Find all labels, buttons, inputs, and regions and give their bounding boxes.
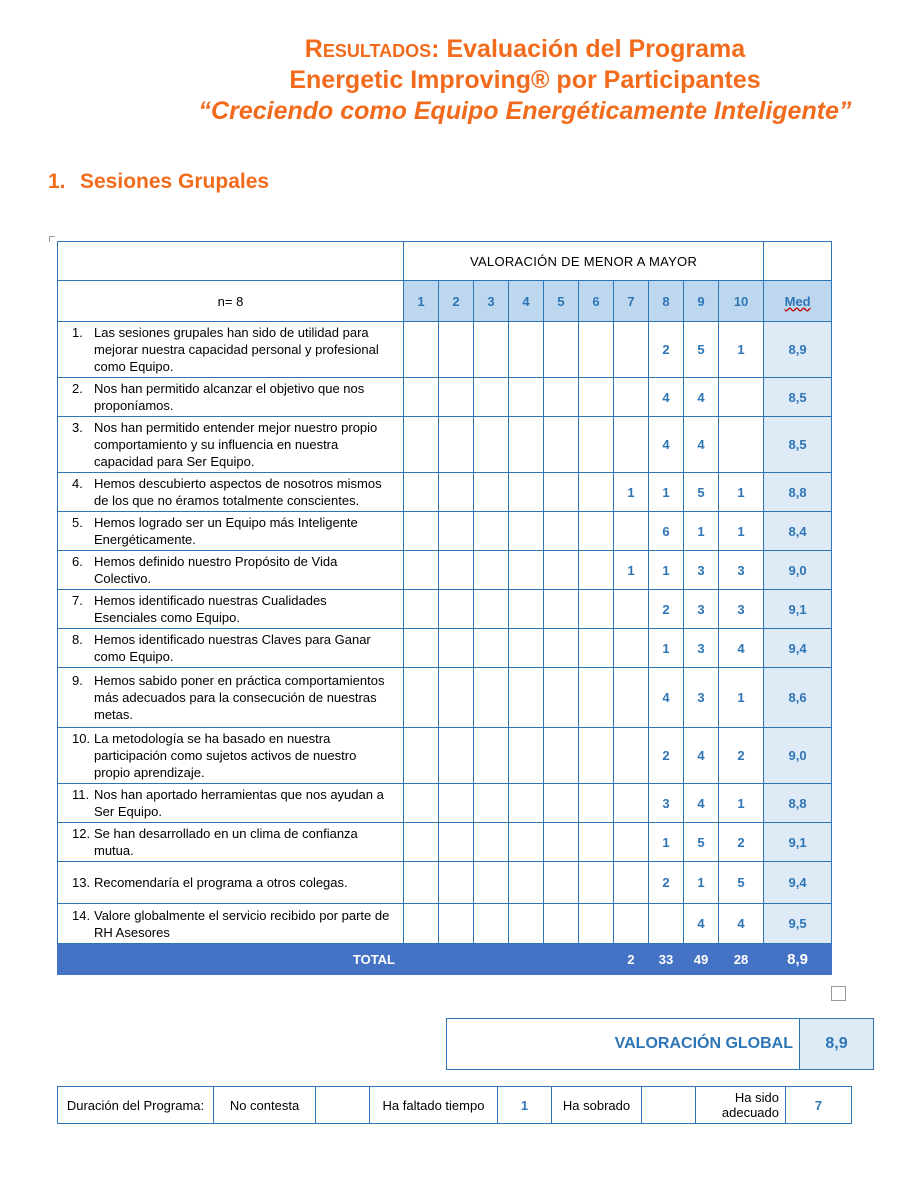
global-score-value: 8,9 (800, 1019, 874, 1070)
score-count-cell: 1 (719, 473, 764, 512)
score-count-cell: 1 (614, 551, 649, 590)
duration-label: Duración del Programa: (58, 1087, 214, 1124)
score-count-cell (544, 417, 579, 473)
score-count-cell (439, 473, 474, 512)
score-count-cell (544, 904, 579, 944)
question-number: 14. (72, 907, 91, 923)
score-count-cell: 4 (649, 417, 684, 473)
score-count-cell (474, 322, 509, 378)
question-text: Hemos identificado nuestras Claves para Ganar como Equipo. (94, 632, 371, 664)
score-count-cell: 4 (649, 378, 684, 417)
adecuado-value: 7 (786, 1087, 852, 1124)
score-count-cell (544, 590, 579, 629)
question-cell (58, 590, 404, 629)
table-row (58, 862, 832, 904)
score-count-cell: 2 (649, 322, 684, 378)
score-count-cell (544, 784, 579, 823)
score-count-cell (614, 629, 649, 668)
results-table (57, 241, 832, 975)
score-count-cell (509, 904, 544, 944)
score-count-cell (404, 728, 439, 784)
score-count-cell: 1 (649, 551, 684, 590)
score-count-cell (439, 823, 474, 862)
total-median-cell: 8,9 (764, 944, 832, 975)
question-number: 12. (72, 826, 91, 841)
median-cell: 9,4 (764, 862, 832, 904)
median-cell: 9,5 (764, 904, 832, 944)
table-row (58, 629, 832, 668)
question-number: 5. (72, 515, 83, 530)
score-count-cell: 1 (649, 629, 684, 668)
score-count-cell (474, 862, 509, 904)
median-cell: 8,8 (764, 784, 832, 823)
score-count-cell (439, 904, 474, 944)
scale-header-7: 7 (614, 281, 649, 322)
header-blank-cell (58, 242, 404, 281)
score-count-cell (544, 512, 579, 551)
score-count-cell (649, 904, 684, 944)
score-count-cell (579, 590, 614, 629)
question-cell (58, 322, 404, 378)
question-text: Hemos logrado ser un Equipo más Inteligente Energéticamente. (94, 515, 358, 547)
score-count-cell (614, 728, 649, 784)
median-cell: 9,1 (764, 823, 832, 862)
score-count-cell (509, 862, 544, 904)
score-count-cell (614, 512, 649, 551)
score-count-cell (579, 473, 614, 512)
score-count-cell (544, 378, 579, 417)
median-cell: 8,9 (764, 322, 832, 378)
score-count-cell (404, 784, 439, 823)
table-row (58, 551, 832, 590)
score-count-cell (509, 784, 544, 823)
score-count-cell (509, 473, 544, 512)
score-count-cell: 6 (649, 512, 684, 551)
question-cell (58, 473, 404, 512)
score-count-cell (509, 728, 544, 784)
question-number: 10. (72, 731, 91, 746)
median-cell: 9,4 (764, 629, 832, 668)
scale-header-8: 8 (649, 281, 684, 322)
score-count-cell (439, 668, 474, 728)
score-count-cell (509, 417, 544, 473)
question-text: Nos han aportado herramientas que nos ayudan a Ser Equipo. (94, 787, 384, 819)
score-count-cell (439, 378, 474, 417)
score-count-cell: 1 (649, 473, 684, 512)
score-count-cell: 4 (649, 668, 684, 728)
score-count-cell (404, 322, 439, 378)
section-heading (48, 170, 269, 194)
question-text: Recomendaría el programa a otros colegas. (94, 875, 348, 890)
score-count-cell (474, 668, 509, 728)
score-count-cell (439, 417, 474, 473)
score-count-cell: 2 (649, 728, 684, 784)
total-count-cell (544, 944, 579, 975)
score-count-cell (439, 862, 474, 904)
question-cell (58, 417, 404, 473)
median-cell: 8,5 (764, 378, 832, 417)
table-row (58, 512, 832, 551)
score-count-cell (614, 590, 649, 629)
duration-table (57, 1086, 852, 1124)
median-cell: 8,5 (764, 417, 832, 473)
table-row (58, 823, 832, 862)
score-count-cell (614, 378, 649, 417)
score-count-cell (509, 629, 544, 668)
sample-size-label: n= 8 (58, 281, 404, 322)
question-number: 11. (72, 787, 90, 802)
score-count-cell: 4 (719, 904, 764, 944)
score-count-cell (719, 378, 764, 417)
score-count-cell (509, 668, 544, 728)
table-move-handle[interactable] (49, 236, 55, 242)
question-text: Hemos sabido poner en práctica comportamientos más adecuados para la consecución de nuestras metas. (94, 673, 385, 722)
scale-header-5: 5 (544, 281, 579, 322)
score-count-cell (474, 378, 509, 417)
score-count-cell: 3 (684, 590, 719, 629)
header-blank-cell (764, 242, 832, 281)
total-count-cell: 2 (614, 944, 649, 975)
score-count-cell: 3 (719, 551, 764, 590)
no-contesta-label: No contesta (214, 1087, 316, 1124)
score-count-cell (579, 378, 614, 417)
score-count-cell (404, 378, 439, 417)
score-count-cell (544, 728, 579, 784)
score-count-cell: 1 (719, 668, 764, 728)
score-count-cell (404, 629, 439, 668)
total-count-cell (509, 944, 544, 975)
score-count-cell (544, 668, 579, 728)
question-number: 9. (72, 673, 83, 688)
score-count-cell: 1 (684, 512, 719, 551)
median-cell: 9,0 (764, 551, 832, 590)
table-row (58, 378, 832, 417)
section-number: 1. (48, 170, 66, 193)
score-count-cell: 3 (719, 590, 764, 629)
score-count-cell (404, 823, 439, 862)
score-count-cell: 3 (649, 784, 684, 823)
score-count-cell (719, 417, 764, 473)
score-count-cell: 5 (684, 322, 719, 378)
score-count-cell (544, 629, 579, 668)
title-line-2: Energetic Improving® por Participantes (289, 66, 761, 94)
question-number: 4. (72, 476, 83, 491)
score-count-cell (474, 473, 509, 512)
score-count-cell (474, 512, 509, 551)
score-count-cell (614, 417, 649, 473)
score-count-cell (439, 551, 474, 590)
score-count-cell (404, 590, 439, 629)
table-row (58, 322, 832, 378)
question-number: 13. (72, 875, 91, 890)
score-count-cell: 4 (684, 417, 719, 473)
score-count-cell: 4 (684, 904, 719, 944)
score-count-cell: 4 (719, 629, 764, 668)
section-title: Sesiones Grupales (80, 170, 270, 193)
score-count-cell: 2 (649, 862, 684, 904)
score-count-cell (509, 590, 544, 629)
score-count-cell (614, 322, 649, 378)
score-count-cell (579, 668, 614, 728)
score-count-cell: 1 (614, 473, 649, 512)
question-number: 8. (72, 632, 83, 647)
score-count-cell (474, 784, 509, 823)
question-number: 7. (72, 593, 83, 608)
score-count-cell (474, 904, 509, 944)
score-count-cell (579, 823, 614, 862)
scale-header-10: 10 (719, 281, 764, 322)
score-count-cell (579, 904, 614, 944)
total-count-cell (404, 944, 439, 975)
faltado-label: Ha faltado tiempo (370, 1087, 498, 1124)
question-cell (58, 668, 404, 728)
score-count-cell (404, 512, 439, 551)
question-cell (58, 512, 404, 551)
total-label: TOTAL (58, 944, 404, 975)
score-count-cell (579, 417, 614, 473)
score-count-cell: 3 (684, 629, 719, 668)
score-count-cell (509, 512, 544, 551)
score-count-cell (404, 904, 439, 944)
total-count-cell: 33 (649, 944, 684, 975)
scale-header-4: 4 (509, 281, 544, 322)
score-count-cell (404, 473, 439, 512)
score-count-cell: 3 (684, 668, 719, 728)
question-cell (58, 551, 404, 590)
score-count-cell: 3 (684, 551, 719, 590)
score-count-cell (579, 862, 614, 904)
question-text: Nos han permitido alcanzar el objetivo que nos proponíamos. (94, 381, 365, 413)
score-count-cell (474, 728, 509, 784)
score-count-cell (474, 417, 509, 473)
score-count-cell: 1 (719, 512, 764, 551)
score-count-cell (439, 784, 474, 823)
global-score-table (446, 1018, 874, 1070)
score-count-cell (404, 417, 439, 473)
global-score-label: VALORACIÓN GLOBAL (447, 1019, 800, 1070)
scale-header: VALORACIÓN DE MENOR A MAYOR (404, 242, 764, 281)
score-count-cell (579, 728, 614, 784)
score-count-cell: 1 (719, 322, 764, 378)
score-count-cell (544, 823, 579, 862)
table-row (58, 417, 832, 473)
question-cell (58, 823, 404, 862)
score-count-cell (474, 551, 509, 590)
score-count-cell (579, 322, 614, 378)
score-count-cell (614, 784, 649, 823)
score-count-cell: 5 (719, 862, 764, 904)
report-title (0, 34, 900, 127)
scale-header-2: 2 (439, 281, 474, 322)
score-count-cell (509, 551, 544, 590)
no-contesta-value (316, 1087, 370, 1124)
score-count-cell (614, 823, 649, 862)
score-count-cell: 5 (684, 823, 719, 862)
question-text: Se han desarrollado en un clima de confianza mutua. (94, 826, 358, 858)
score-count-cell (439, 590, 474, 629)
scale-header-1: 1 (404, 281, 439, 322)
table-row (58, 590, 832, 629)
score-count-cell: 4 (684, 378, 719, 417)
title-line-1 (150, 34, 900, 65)
question-number: 6. (72, 554, 83, 569)
question-number: 1. (72, 325, 83, 340)
total-count-cell: 28 (719, 944, 764, 975)
sobrado-value (642, 1087, 696, 1124)
score-count-cell (544, 322, 579, 378)
question-text: Las sesiones grupales han sido de utilidad para mejorar nuestra capacidad personal y profesional como Equipo. (94, 325, 379, 374)
score-count-cell (439, 629, 474, 668)
total-count-cell (474, 944, 509, 975)
med-header: Med (764, 281, 832, 322)
score-count-cell (404, 862, 439, 904)
score-count-cell (474, 823, 509, 862)
adecuado-label: Ha sido adecuado (696, 1087, 786, 1124)
table-resize-handle[interactable] (831, 986, 846, 1001)
question-cell (58, 904, 404, 944)
score-count-cell (474, 629, 509, 668)
title-line-3: “Creciendo como Equipo Energéticamente Inteligente” (198, 97, 852, 125)
score-count-cell (474, 590, 509, 629)
table-header-row (58, 242, 832, 281)
score-count-cell (509, 378, 544, 417)
score-count-cell (544, 551, 579, 590)
median-cell: 8,6 (764, 668, 832, 728)
score-count-cell (544, 473, 579, 512)
scale-header-9: 9 (684, 281, 719, 322)
total-count-cell (579, 944, 614, 975)
score-count-cell (614, 668, 649, 728)
question-number: 2. (72, 381, 83, 396)
total-count-cell (439, 944, 474, 975)
table-row (58, 473, 832, 512)
table-row (58, 784, 832, 823)
sobrado-label: Ha sobrado (552, 1087, 642, 1124)
median-cell: 9,1 (764, 590, 832, 629)
score-count-cell (579, 784, 614, 823)
question-cell (58, 629, 404, 668)
score-count-cell (404, 668, 439, 728)
score-count-cell (614, 904, 649, 944)
score-count-cell: 1 (684, 862, 719, 904)
question-text: Hemos definido nuestro Propósito de Vida Colectivo. (94, 554, 338, 586)
question-cell (58, 378, 404, 417)
score-count-cell (439, 322, 474, 378)
table-row (58, 904, 832, 944)
median-cell: 9,0 (764, 728, 832, 784)
scale-numbers-row (58, 281, 832, 322)
question-cell (58, 784, 404, 823)
question-cell (58, 862, 404, 904)
question-text: La metodología se ha basado en nuestra participación como sujetos activos de nuestro propio aprendizaje. (94, 731, 357, 780)
score-count-cell: 2 (719, 823, 764, 862)
score-count-cell: 2 (649, 590, 684, 629)
score-count-cell (439, 512, 474, 551)
score-count-cell (579, 512, 614, 551)
median-cell: 8,4 (764, 512, 832, 551)
score-count-cell (509, 823, 544, 862)
median-cell: 8,8 (764, 473, 832, 512)
score-count-cell: 5 (684, 473, 719, 512)
total-count-cell: 49 (684, 944, 719, 975)
question-text: Hemos identificado nuestras Cualidades Esenciales como Equipo. (94, 593, 327, 625)
total-row (58, 944, 832, 975)
question-text: Nos han permitido entender mejor nuestro propio comportamiento y su influencia en nuestra capacidad para Ser Equipo. (94, 420, 378, 469)
title-prefix: Resultados: (304, 35, 440, 63)
table-row (58, 668, 832, 728)
scale-header-6: 6 (579, 281, 614, 322)
question-cell (58, 728, 404, 784)
question-number: 3. (72, 420, 83, 435)
score-count-cell (404, 551, 439, 590)
score-count-cell (579, 551, 614, 590)
title-main: Evaluación del Programa (439, 35, 746, 63)
score-count-cell: 4 (684, 728, 719, 784)
score-count-cell (509, 322, 544, 378)
score-count-cell (544, 862, 579, 904)
scale-header-3: 3 (474, 281, 509, 322)
score-count-cell: 2 (719, 728, 764, 784)
score-count-cell: 1 (649, 823, 684, 862)
score-count-cell (614, 862, 649, 904)
question-text: Hemos descubierto aspectos de nosotros mismos de los que no éramos totalmente conscientes. (94, 476, 382, 508)
question-text: Valore globalmente el servicio recibido por parte de RH Asesores (94, 907, 390, 940)
score-count-cell (579, 629, 614, 668)
faltado-value: 1 (498, 1087, 552, 1124)
score-count-cell (439, 728, 474, 784)
score-count-cell: 1 (719, 784, 764, 823)
score-count-cell: 4 (684, 784, 719, 823)
table-row (58, 728, 832, 784)
